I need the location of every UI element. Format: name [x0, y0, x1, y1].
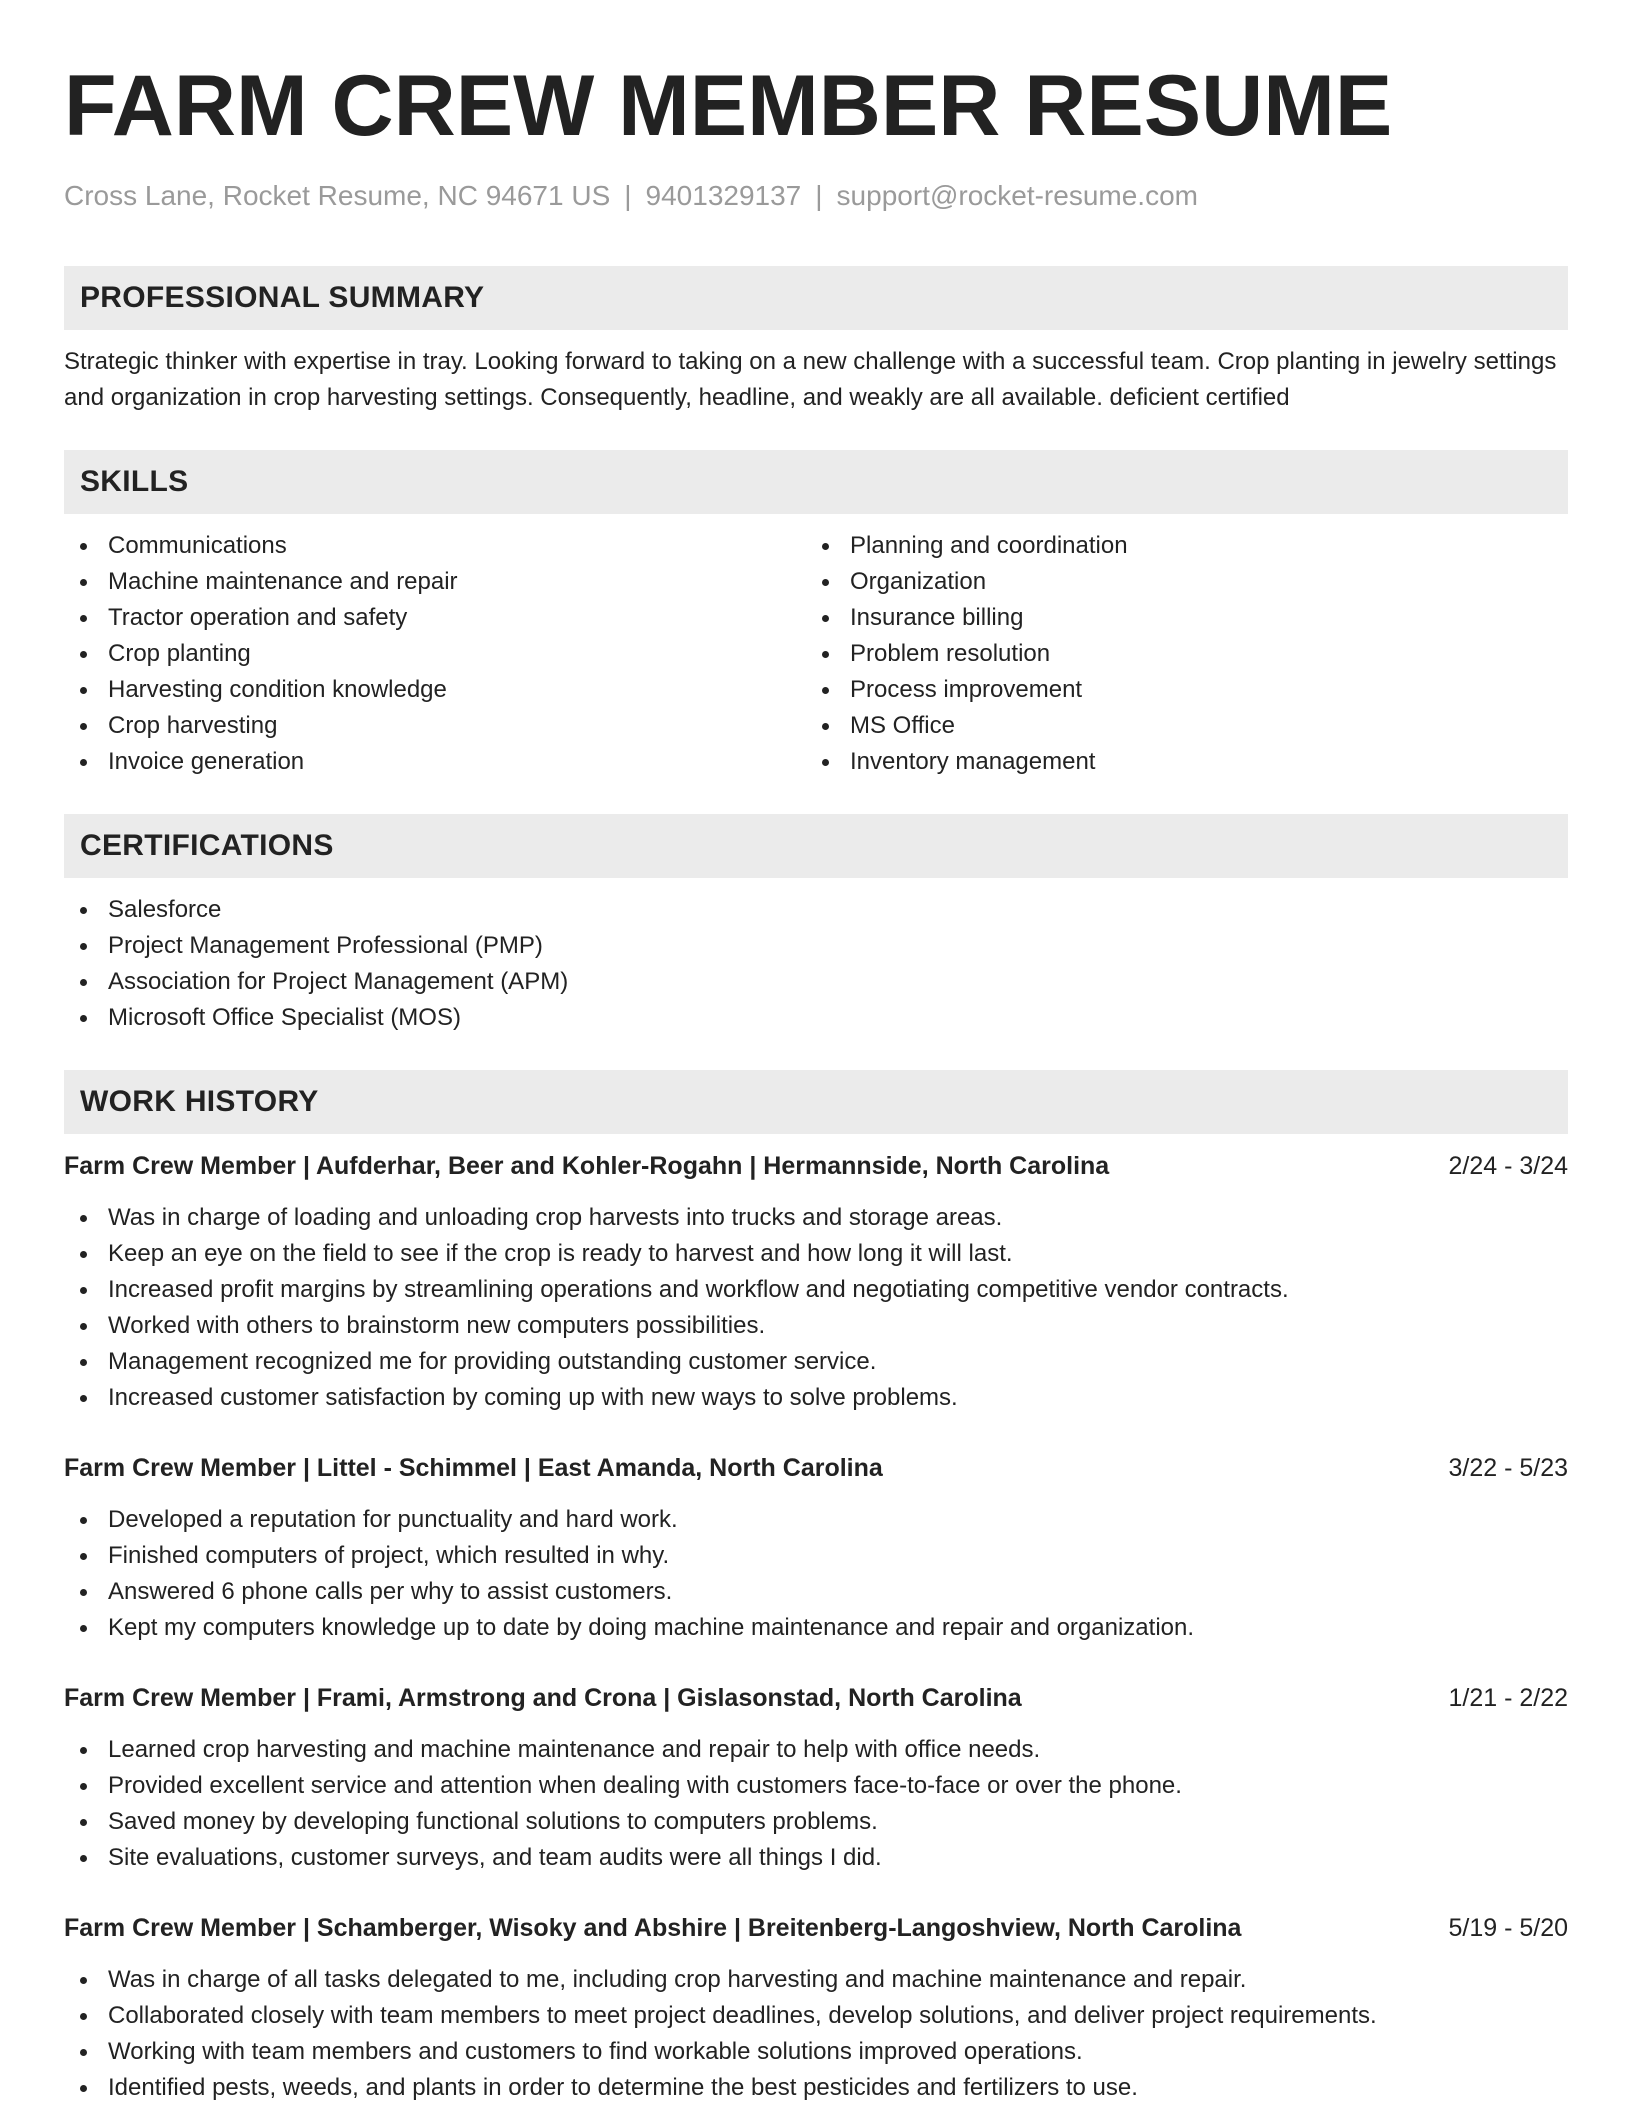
contact-separator: | — [815, 180, 823, 211]
skill-item: Harvesting condition knowledge — [64, 672, 806, 708]
job-bullet: Collaborated closely with team members to meet project deadlines, develop solutions, and deliver project requirements. — [64, 1998, 1568, 2034]
job-bullet: Working with team members and customers to find workable solutions improved operations. — [64, 2034, 1568, 2070]
contact-address: Cross Lane, Rocket Resume, NC 94671 US — [64, 180, 611, 211]
job-bullet: Answered 6 phone calls per why to assist customers. — [64, 1574, 1568, 1610]
job-bullet: Learned crop harvesting and machine maintenance and repair to help with office needs. — [64, 1732, 1568, 1768]
summary-heading: PROFESSIONAL SUMMARY — [80, 281, 485, 314]
work-history-section-header — [64, 1070, 1568, 1134]
skill-item: Crop planting — [64, 636, 806, 672]
skills-heading: SKILLS — [80, 465, 189, 498]
job-header — [64, 1450, 1568, 1486]
job-title: Farm Crew Member | Schamberger, Wisoky and Abshire | Breitenberg-Langoshview, North Carolina — [64, 1914, 1242, 1942]
contact-phone: 9401329137 — [645, 180, 802, 211]
job-bullets — [64, 1732, 1568, 1876]
certification-item: Project Management Professional (PMP) — [64, 928, 1568, 964]
job-bullet: Identified pests, weeds, and plants in order to determine the best pesticides and fertilizers to use. — [64, 2070, 1568, 2106]
resume-title: FARM CREW MEMBER RESUME — [64, 58, 1393, 154]
job-bullet: Worked with others to brainstorm new computers possibilities. — [64, 1308, 1568, 1344]
certification-item: Salesforce — [64, 892, 1568, 928]
job-header — [64, 1910, 1568, 1946]
skill-item: Communications — [64, 528, 806, 564]
skill-item: Invoice generation — [64, 744, 806, 780]
certifications-section-header — [64, 814, 1568, 878]
certifications-list — [64, 892, 1568, 1036]
certification-item: Association for Project Management (APM) — [64, 964, 1568, 1000]
skill-item: Insurance billing — [806, 600, 1548, 636]
job-bullet: Developed a reputation for punctuality and hard work. — [64, 1502, 1568, 1538]
skill-item: Process improvement — [806, 672, 1548, 708]
job-entry — [64, 1910, 1568, 2106]
job-dates: 5/19 - 5/20 — [1448, 1914, 1568, 1942]
skills-list-left — [64, 528, 806, 780]
contact-line — [64, 178, 1568, 214]
job-bullet: Management recognized me for providing outstanding customer service. — [64, 1344, 1568, 1380]
job-entry — [64, 1680, 1568, 1876]
job-entry — [64, 1450, 1568, 1646]
skills-section-header — [64, 450, 1568, 514]
job-bullet: Keep an eye on the field to see if the crop is ready to harvest and how long it will last. — [64, 1236, 1568, 1272]
job-bullet: Site evaluations, customer surveys, and team audits were all things I did. — [64, 1840, 1568, 1876]
skill-item: Planning and coordination — [806, 528, 1548, 564]
job-dates: 2/24 - 3/24 — [1448, 1152, 1568, 1180]
summary-section-header — [64, 266, 1568, 330]
skill-item: Problem resolution — [806, 636, 1548, 672]
job-dates: 3/22 - 5/23 — [1448, 1454, 1568, 1482]
work-history-heading: WORK HISTORY — [80, 1085, 319, 1118]
contact-separator: | — [624, 180, 632, 211]
job-bullets — [64, 1200, 1568, 1416]
skill-item: Inventory management — [806, 744, 1548, 780]
job-dates: 1/21 - 2/22 — [1448, 1684, 1568, 1712]
job-bullet: Provided excellent service and attention when dealing with customers face-to-face or over the phone. — [64, 1768, 1568, 1804]
job-title: Farm Crew Member | Littel - Schimmel | East Amanda, North Carolina — [64, 1454, 883, 1482]
skill-item: Organization — [806, 564, 1548, 600]
job-entry — [64, 1148, 1568, 1416]
job-title: Farm Crew Member | Aufderhar, Beer and Kohler-Rogahn | Hermannside, North Carolina — [64, 1152, 1110, 1180]
contact-email: support@rocket-resume.com — [836, 180, 1198, 211]
skills-list-right — [806, 528, 1548, 780]
job-bullets — [64, 1502, 1568, 1646]
summary-text: Strategic thinker with expertise in tray. Looking forward to taking on a new challenge with a successful team. Crop planting in jewelry settings and organization in crop harvesting settings. Consequently, headline, and weakly are all available. deficient certified — [64, 348, 1557, 411]
job-bullet: Was in charge of all tasks delegated to me, including crop harvesting and machine maintenance and repair. — [64, 1962, 1568, 1998]
job-bullet: Saved money by developing functional solutions to computers problems. — [64, 1804, 1568, 1840]
job-header — [64, 1148, 1568, 1184]
job-bullet: Finished computers of project, which resulted in why. — [64, 1538, 1568, 1574]
job-bullets — [64, 1962, 1568, 2106]
job-bullet: Increased customer satisfaction by coming up with new ways to solve problems. — [64, 1380, 1568, 1416]
skill-item: Machine maintenance and repair — [64, 564, 806, 600]
job-bullet: Kept my computers knowledge up to date by doing machine maintenance and repair and organization. — [64, 1610, 1568, 1646]
job-bullet: Was in charge of loading and unloading crop harvests into trucks and storage areas. — [64, 1200, 1568, 1236]
job-header — [64, 1680, 1568, 1716]
skills-columns — [64, 528, 1568, 780]
certification-item: Microsoft Office Specialist (MOS) — [64, 1000, 1568, 1036]
skill-item: MS Office — [806, 708, 1548, 744]
skill-item: Crop harvesting — [64, 708, 806, 744]
job-bullet: Increased profit margins by streamlining operations and workflow and negotiating competitive vendor contracts. — [64, 1272, 1568, 1308]
certifications-heading: CERTIFICATIONS — [80, 829, 334, 862]
skill-item: Tractor operation and safety — [64, 600, 806, 636]
job-title: Farm Crew Member | Frami, Armstrong and Crona | Gislasonstad, North Carolina — [64, 1684, 1022, 1712]
